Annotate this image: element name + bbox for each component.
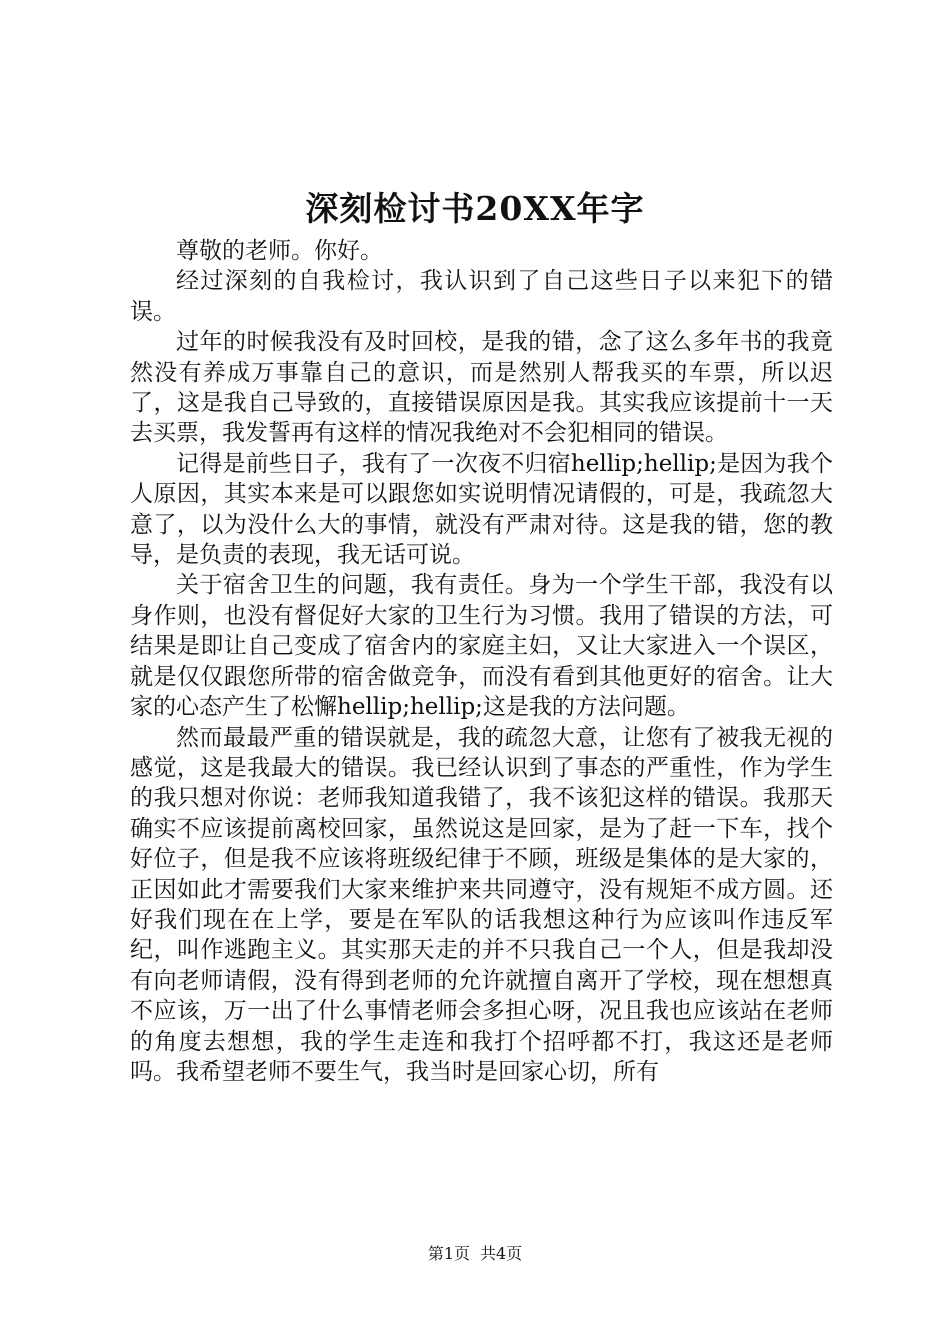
paragraph-greeting: 尊敬的老师。你好。	[176, 238, 383, 264]
paragraph: 然而最最严重的错误就是，我的疏忽大意，让您有了被我无视的感觉，这是我最大的错误。我已经认识到了事态的严重性，作为学生的我只想对你说：老师我知道我错了，我不该犯这样的错误。我那天确实不应该提前离校回家，虽然说这是回家，是为了赶一下车，找个好位子，但是我不应该将班级纪律于不顾，班级是集体的是大家的，正因如此才需要我们大家来维护来共同遵守，没有规矩不成方圆。还好我们现在在上学，要是在军队的话我想这种行为应该叫作违反军纪，叫作逃跑主义。其实那天走的并不只我自己一个人，但是我却没有向老师请假，没有得到老师的允许就擅自离开了学校，现在想想真不应该，万一出了什么事情老师会多担心呀，况且我也应该站在老师的角度去想想，我的学生走连和我打个招呼都不打，我这还是老师吗。我希望老师不要生气，我当时是回家心切，所有	[130, 724, 833, 1085]
page-footer	[0, 1243, 950, 1265]
paragraph: 记得是前些日子，我有了一次夜不归宿hellip;hellip;是因为我个人原因，其实本来是可以跟您如实说明情况请假的，可是，我疏忽大意了，以为没什么大的事情，就没有严肃对待。这是我的错，您的教导，是负责的表现，我无话可说。	[130, 450, 833, 569]
paragraph: 经过深刻的自我检讨，我认识到了自己这些日子以来犯下的错误。	[130, 268, 833, 325]
paragraph: 关于宿舍卫生的问题，我有责任。身为一个学生干部，我没有以身作则，也没有督促好大家的卫生行为习惯。我用了错误的方法，可结果是即让自己变成了宿舍内的家庭主妇，又让大家进入一个误区，就是仅仅跟您所带的宿舍做竞争，而没有看到其他更好的宿舍。让大家的心态产生了松懈hellip;hellip;这是我的方法问题。	[130, 572, 833, 721]
document-body	[130, 236, 833, 1087]
page-number: 第1页	[427, 1244, 470, 1263]
page-total: 共4页	[480, 1244, 523, 1263]
paragraph: 过年的时候我没有及时回校，是我的错，念了这么多年书的我竟然没有养成万事靠自己的意识，而是然别人帮我买的车票，所以迟了，这是我自己导致的，直接错误原因是我。其实我应该提前十一天去买票，我发誓再有这样的情况我绝对不会犯相同的错误。	[130, 329, 833, 447]
document-title: 深刻检讨书20XX年字	[305, 189, 645, 228]
